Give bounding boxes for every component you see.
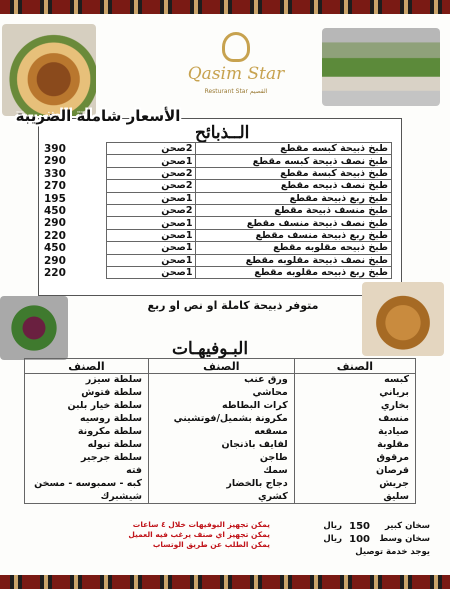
buffet-title: البـوفيهـات — [172, 339, 249, 359]
dish-price: 220 — [44, 229, 66, 242]
dish-price: 195 — [44, 192, 66, 205]
buffet-item: دجاج بالخضار — [148, 478, 294, 491]
dish-name: طبخ ربع ذبيحة منسف مقطع — [196, 229, 392, 241]
size-row-medium: سخان وسط 100 ريال — [323, 534, 430, 545]
buffet-item: سلطة روسيه — [25, 413, 149, 426]
buffet-row — [25, 491, 416, 504]
buffet-row — [25, 426, 416, 439]
buffet-item: قرصان — [294, 465, 415, 478]
buffet-row — [25, 387, 416, 400]
logo-house-icon — [222, 32, 250, 62]
dish-price: 290 — [44, 254, 66, 267]
plate-count: 1صحن — [107, 217, 196, 229]
dhabayeh-row — [107, 167, 392, 179]
heater-sizes — [290, 520, 430, 558]
bottom-border-pattern — [0, 575, 450, 589]
dhabayeh-row — [107, 217, 392, 229]
plate-count: 1صحن — [107, 266, 196, 278]
plate-count: 2صحن — [107, 180, 196, 192]
buffet-item: مكرونة بشميل/فوتشيني — [148, 413, 294, 426]
buffet-item: سمك — [148, 465, 294, 478]
dhabayeh-row — [107, 254, 392, 266]
dish-name: طبخ منسف ذبيحة مقطع — [196, 204, 392, 216]
logo-subtitle: Resturant Star القصيم — [204, 88, 268, 95]
buffet-tray-photo — [322, 28, 440, 106]
note-line: يمكن تجهيز اي صنف يرغب فيه العميل — [128, 530, 270, 539]
dish-price: 270 — [44, 180, 66, 193]
buffet-item: سلطة فتوش — [25, 387, 149, 400]
buffet-row — [25, 413, 416, 426]
buffet-item: كبسه — [294, 374, 415, 387]
buffet-item: سلطة خيار بلبن — [25, 400, 149, 413]
buffet-row — [25, 478, 416, 491]
restaurant-logo — [186, 30, 286, 106]
dish-price: 330 — [44, 167, 66, 180]
buffet-item: منسف — [294, 413, 415, 426]
buffet-table — [24, 358, 416, 504]
buffet-row — [25, 465, 416, 478]
dish-name: طبخ ذبيحه مقلوبه مقطع — [196, 242, 392, 254]
buffet-item: سلطة مكرونة — [25, 426, 149, 439]
plate-count: 1صحن — [107, 242, 196, 254]
buffet-item: برياني — [294, 387, 415, 400]
plate-count: 2صحن — [107, 143, 196, 155]
buffet-item: كبه - سمبوسه - مسخن — [25, 478, 149, 491]
buffet-item: طاجن — [148, 452, 294, 465]
buffet-item: كرات البطاطه — [148, 400, 294, 413]
buffet-item: ورق عنب — [148, 374, 294, 387]
dish-name: طبخ ذبيحة كبسه مقطع — [196, 143, 392, 155]
buffet-row — [25, 452, 416, 465]
dish-name: طبخ ربع ذبيحه مقلوبه مقطع — [196, 266, 392, 278]
plate-count: 1صحن — [107, 155, 196, 167]
availability-note: متوفر ذبيحة كاملة او نص او ربع — [147, 299, 319, 312]
buffet-item: سلطة جرجير — [25, 452, 149, 465]
header-sides: الصنف — [148, 359, 294, 374]
buffet-row — [25, 374, 416, 387]
dish-price: 290 — [44, 155, 66, 168]
size-row-large: سخان كبير 150 ريال — [323, 521, 430, 532]
buffet-item: مسقعه — [148, 426, 294, 439]
buffet-item: بخاري — [294, 400, 415, 413]
plate-count: 1صحن — [107, 229, 196, 241]
dhabayeh-table — [106, 142, 392, 279]
dhabayeh-row — [107, 180, 392, 192]
buffet-item: فته — [25, 465, 149, 478]
delivery-note: يوجد خدمة توصيل — [355, 547, 430, 557]
dhabayeh-row — [107, 229, 392, 241]
buffet-item: مرقوق — [294, 452, 415, 465]
dish-name: طبخ نصف ذبيحة كبسه مقطع — [196, 155, 392, 167]
buffet-item: سليق — [294, 491, 415, 504]
dhabayeh-prices — [44, 143, 84, 279]
dish-price: 390 — [44, 143, 66, 155]
dhabayeh-row — [107, 242, 392, 254]
order-notes — [80, 520, 270, 550]
dish-price: 450 — [44, 204, 66, 217]
dish-name: طبخ ربع ذبيحة مقطع — [196, 192, 392, 204]
dhabayeh-row — [107, 143, 392, 155]
note-line: يمكن تجهيز البوفيهات خلال ٤ ساعات — [132, 520, 270, 529]
buffet-item: محاشي — [148, 387, 294, 400]
buffet-header-row — [25, 359, 416, 374]
buffet-item: كشري — [148, 491, 294, 504]
dish-price: 450 — [44, 242, 66, 255]
plate-count: 1صحن — [107, 254, 196, 266]
sambousek-photo — [362, 282, 444, 356]
salad-photo — [0, 296, 68, 360]
buffet-row — [25, 400, 416, 413]
top-border-pattern — [0, 0, 450, 14]
tax-inclusive-banner: الأسعار شاملة الضريبة — [15, 107, 181, 125]
buffet-item: لفايف باذنجان — [148, 439, 294, 452]
dish-name: طبخ نصف ذبيحة منسف مقطع — [196, 217, 392, 229]
header-salads: الصنف — [25, 359, 149, 374]
dhabayeh-title: الــذبائح — [195, 123, 250, 143]
buffet-item: سلطة تبوله — [25, 439, 149, 452]
dish-name: طبخ نصف ذبيحه مقطع — [196, 180, 392, 192]
dish-name: طبخ نصف ذبيحة مقلوبه مقطع — [196, 254, 392, 266]
plate-count: 2صحن — [107, 204, 196, 216]
buffet-item: سلطة سيزر — [25, 374, 149, 387]
dhabayeh-row — [107, 266, 392, 278]
buffet-item: صيادية — [294, 426, 415, 439]
dhabayeh-row — [107, 204, 392, 216]
buffet-item: جريش — [294, 478, 415, 491]
logo-main-text: Qasim Star — [187, 64, 285, 84]
dhabayeh-row — [107, 192, 392, 204]
buffet-item: شيشبرك — [25, 491, 149, 504]
plate-count: 2صحن — [107, 167, 196, 179]
buffet-item: مقلوبة — [294, 439, 415, 452]
dhabayeh-row — [107, 155, 392, 167]
dish-price: 290 — [44, 217, 66, 230]
buffet-row — [25, 439, 416, 452]
header-mains: الصنف — [294, 359, 415, 374]
note-line: يمكن الطلب عن طريق الوتساب — [152, 540, 270, 549]
plate-count: 1صحن — [107, 192, 196, 204]
dish-name: طبخ ذبيحة كبسة مقطع — [196, 167, 392, 179]
dish-price: 220 — [44, 266, 66, 279]
